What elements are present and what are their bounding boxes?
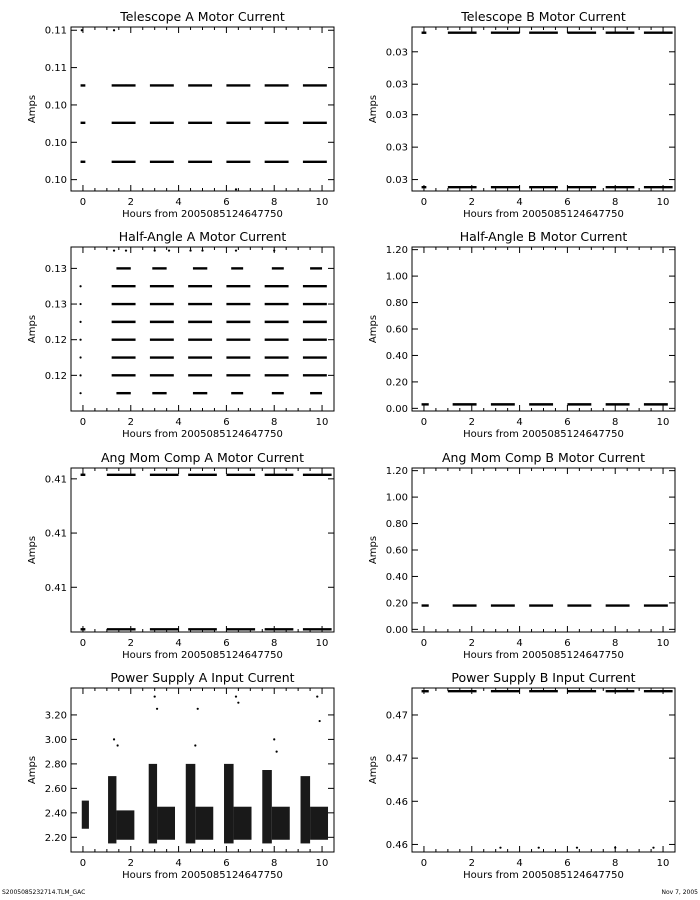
x-tick-label: 2 [127,417,134,428]
data-point [158,122,160,124]
data-point [235,188,237,190]
data-point [125,249,127,251]
x-tick-label: 8 [612,858,619,869]
y-tick-label: 0.41 [44,582,67,594]
x-tick-label: 10 [315,638,329,649]
chart-title: Telescope B Motor Current [461,9,626,24]
x-tick-label: 6 [223,417,230,428]
data-point [154,249,156,251]
x-tick-label: 6 [223,197,230,208]
x-tick-label: 2 [468,638,475,649]
data-point [194,744,196,746]
data-point [125,84,127,86]
data-point [235,695,237,697]
chart-title: Ang Mom Comp A Motor Current [101,450,304,465]
data-point [156,708,158,710]
chart-6 [368,450,675,661]
x-tick-label: 8 [271,417,278,428]
data-point [237,702,239,704]
data-point [576,847,578,849]
data-point [499,847,501,849]
x-tick-label: 6 [564,197,571,208]
data-point [79,339,81,341]
x-axis-label: Hours from 2005085124647750 [122,429,283,440]
x-axis-label: Hours from 2005085124647750 [463,429,624,440]
y-tick-label: 0.80 [385,519,408,531]
chart-title: Ang Mom Comp B Motor Current [441,450,646,465]
y-tick-label: 2.60 [44,783,67,795]
plot-frame [71,247,334,411]
data-band [272,807,290,840]
y-axis-label: Amps [368,314,379,344]
x-tick-label: 0 [420,858,428,869]
x-tick-label: 4 [175,858,182,869]
x-tick-label: 8 [612,638,619,649]
y-tick-label: 0.03 [385,142,408,154]
y-tick-label: 0.20 [385,377,408,389]
y-tick-label: 2.40 [44,808,67,820]
x-tick-label: 0 [79,858,87,869]
y-axis-label: Amps [368,755,379,785]
data-point [197,708,199,710]
y-axis-label: Amps [27,535,38,565]
data-point [81,161,83,163]
x-tick-label: 0 [79,417,87,428]
y-tick-label: 0.12 [44,335,67,347]
y-tick-label: 0.80 [385,298,408,310]
data-point [614,847,616,849]
x-tick-label: 10 [315,417,329,428]
data-point [79,356,81,358]
data-point [316,695,318,697]
data-band [310,807,328,840]
y-tick-label: 0.46 [385,796,408,808]
y-tick-label: 0.10 [44,137,67,149]
y-tick-label: 0.11 [44,25,67,37]
data-point [117,744,119,746]
data-point [201,249,203,251]
y-tick-label: 0.11 [44,63,67,75]
data-band [234,807,252,840]
x-tick-label: 0 [420,417,428,428]
x-tick-label: 4 [516,638,523,649]
data-point [81,29,83,31]
y-tick-label: 0.13 [44,299,67,311]
x-tick-label: 8 [271,197,278,208]
x-tick-label: 6 [564,638,571,649]
x-tick-label: 6 [564,858,571,869]
data-point [538,847,540,849]
y-tick-label: 0.03 [385,47,408,59]
chart-5 [27,450,334,661]
x-tick-label: 8 [612,197,619,208]
x-axis-label: Hours from 2005085124647750 [463,209,624,220]
y-tick-label: 0.03 [385,79,408,91]
y-tick-label: 0.40 [385,350,408,362]
plot-frame [71,27,334,191]
data-band [157,807,175,840]
x-axis-label: Hours from 2005085124647750 [122,209,283,220]
data-band [224,764,234,844]
data-point [189,249,191,251]
data-point [113,738,115,740]
y-tick-label: 0.47 [385,710,408,722]
x-axis-label: Hours from 2005085124647750 [463,870,624,881]
data-point [113,249,115,251]
y-tick-label: 2.80 [44,759,67,771]
y-tick-label: 0.10 [44,175,67,187]
y-tick-label: 0.13 [44,263,67,275]
x-tick-label: 4 [516,197,523,208]
y-axis-label: Amps [368,535,379,565]
y-tick-label: 0.60 [385,545,408,557]
y-tick-label: 0.03 [385,110,408,122]
data-point [652,847,654,849]
x-tick-label: 10 [656,638,670,649]
chart-8 [368,670,675,881]
plot-frame [412,688,675,852]
y-tick-label: 0.41 [44,474,67,486]
data-point [79,374,81,376]
y-tick-label: 0.46 [385,839,408,851]
footer-date: Nov 7, 2005 [661,889,698,896]
chart-title: Half-Angle B Motor Current [459,229,628,244]
x-tick-label: 6 [223,638,230,649]
data-point [79,303,81,305]
y-axis-label: Amps [27,314,38,344]
data-point [273,738,275,740]
x-tick-label: 4 [516,417,523,428]
y-tick-label: 0.00 [385,624,408,636]
y-tick-label: 3.20 [44,710,67,722]
x-tick-label: 2 [468,417,475,428]
x-tick-label: 2 [127,197,134,208]
data-band [149,764,157,844]
data-band [195,807,213,840]
x-tick-label: 0 [420,638,428,649]
x-axis-label: Hours from 2005085124647750 [463,650,624,661]
y-tick-label: 0.47 [385,753,408,765]
x-tick-label: 8 [271,638,278,649]
y-tick-label: 0.00 [385,403,408,415]
y-axis-label: Amps [27,94,38,124]
chart-title: Telescope A Motor Current [120,9,285,24]
data-point [79,321,81,323]
x-tick-label: 10 [656,197,670,208]
data-band [82,801,89,829]
y-axis-label: Amps [27,755,38,785]
y-tick-label: 1.20 [385,466,408,478]
data-point [79,392,81,394]
chart-3 [27,229,334,440]
y-tick-label: 0.12 [44,370,67,382]
x-tick-label: 0 [79,197,87,208]
x-tick-label: 6 [223,858,230,869]
data-band [186,764,196,844]
x-tick-label: 6 [564,417,571,428]
data-point [113,29,115,31]
x-tick-label: 10 [656,417,670,428]
y-tick-label: 0.41 [44,528,67,540]
y-tick-label: 0.40 [385,571,408,583]
data-point [154,695,156,697]
plot-frame [412,468,675,632]
data-point [168,249,170,251]
y-axis-label: Amps [368,94,379,124]
x-tick-label: 0 [79,638,87,649]
y-tick-label: 0.20 [385,598,408,610]
y-tick-label: 1.00 [385,492,408,504]
x-tick-label: 8 [271,858,278,869]
x-tick-label: 4 [516,858,523,869]
y-tick-label: 1.20 [385,245,408,257]
data-band [301,776,311,843]
chart-7 [27,670,334,881]
chart-title: Power Supply B Input Current [451,670,636,685]
footer-filename: S2005085232714.TLM_GAC [2,889,86,896]
data-band [108,776,116,843]
x-tick-label: 2 [468,858,475,869]
x-tick-label: 2 [127,638,134,649]
chart-2 [368,9,675,220]
chart-title: Power Supply A Input Current [110,670,295,685]
data-point [276,751,278,753]
data-point [319,720,321,722]
chart-title: Half-Angle A Motor Current [118,229,287,244]
y-tick-label: 0.10 [44,100,67,112]
y-tick-label: 3.00 [44,734,67,746]
chart-4 [368,229,675,440]
x-axis-label: Hours from 2005085124647750 [122,870,283,881]
data-point [79,285,81,287]
x-tick-label: 8 [612,417,619,428]
x-axis-label: Hours from 2005085124647750 [122,650,283,661]
data-band [262,770,272,843]
y-tick-label: 2.20 [44,832,67,844]
data-point [235,249,237,251]
chart-1 [27,9,334,220]
x-tick-label: 0 [420,197,428,208]
x-tick-label: 4 [175,417,182,428]
y-tick-label: 0.03 [385,175,408,187]
x-tick-label: 2 [468,197,475,208]
plot-frame [412,27,675,191]
data-band [116,810,134,839]
data-point [273,249,275,251]
y-tick-label: 0.60 [385,324,408,336]
x-tick-label: 10 [315,858,329,869]
x-tick-label: 10 [656,858,670,869]
x-tick-label: 4 [175,197,182,208]
plot-frame [71,468,334,632]
plot-frame [412,247,675,411]
x-tick-label: 2 [127,858,134,869]
x-tick-label: 4 [175,638,182,649]
y-tick-label: 1.00 [385,271,408,283]
x-tick-label: 10 [315,197,329,208]
